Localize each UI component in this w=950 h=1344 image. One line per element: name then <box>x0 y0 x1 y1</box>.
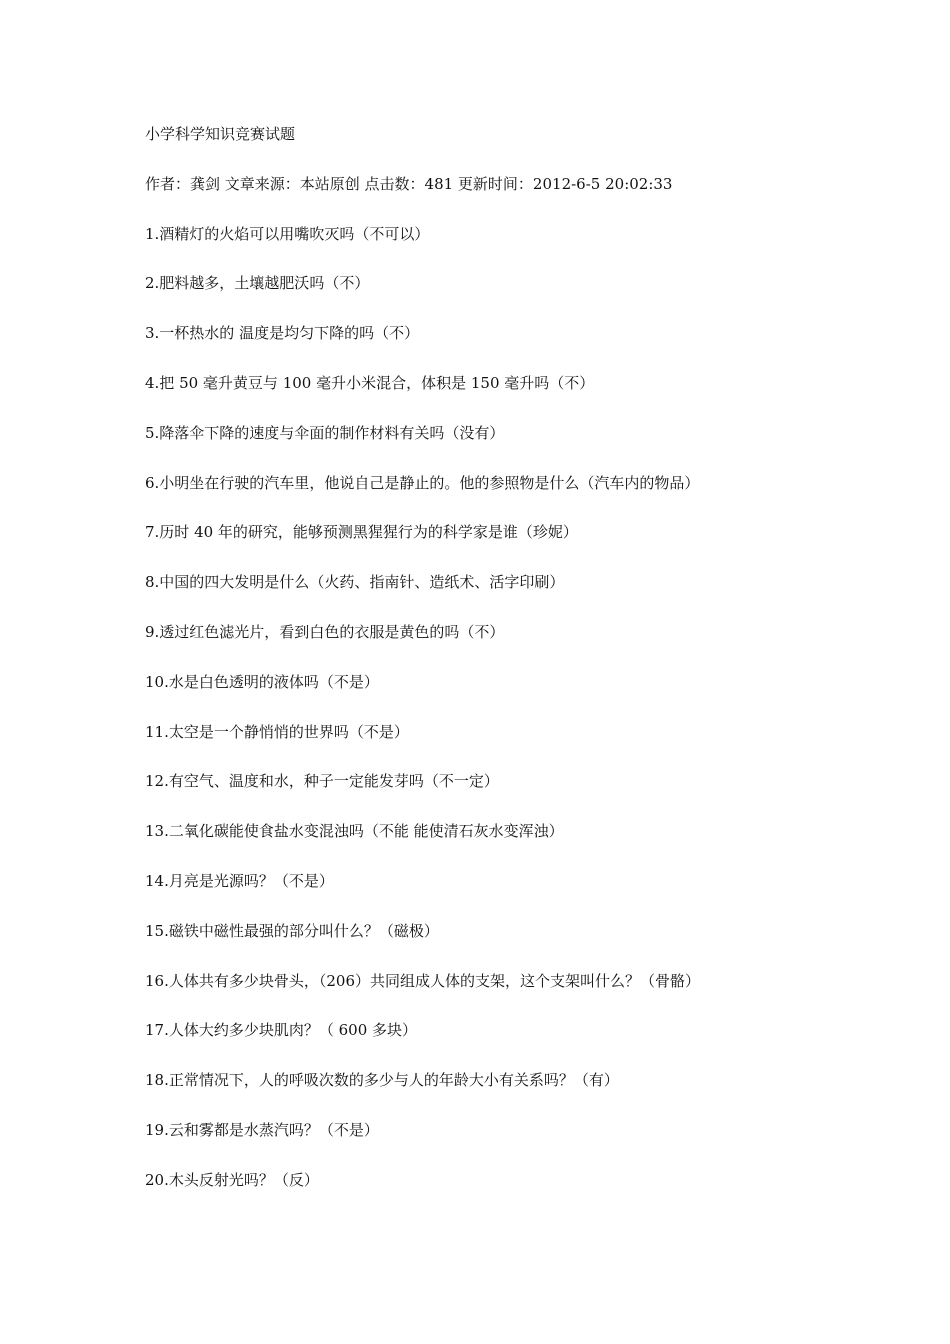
question-8: 8.中国的四大发明是什么（火药、指南针、造纸术、活字印刷） <box>145 573 565 592</box>
question-15: 15.磁铁中磁性最强的部分叫什么？（磁极） <box>145 921 439 940</box>
document-page <box>145 124 865 1220</box>
question-12: 12.有空气、温度和水，种子一定能发芽吗（不一定） <box>145 772 499 791</box>
question-11: 11.太空是一个静悄悄的世界吗（不是） <box>145 722 409 741</box>
question-17: 17.人体大约多少块肌肉？（ 600 多块） <box>145 1021 418 1040</box>
question-4: 4.把 50 毫升黄豆与 100 毫升小米混合，体积是 150 毫升吗（不） <box>145 373 595 392</box>
question-6: 6.小明坐在行驶的汽车里，他说自己是静止的。他的参照物是什么（汽车内的物品） <box>145 473 700 492</box>
question-9: 9.透过红色滤光片，看到白色的衣服是黄色的吗（不） <box>145 622 505 641</box>
question-18: 18.正常情况下，人的呼吸次数的多少与人的年龄大小有关系吗？（有） <box>145 1071 619 1090</box>
question-19: 19.云和雾都是水蒸汽吗？（不是） <box>145 1120 379 1139</box>
question-2: 2.肥料越多，土壤越肥沃吗（不） <box>145 274 370 293</box>
question-1: 1.酒精灯的火焰可以用嘴吹灭吗（不可以） <box>145 224 430 243</box>
question-20: 20.木头反射光吗？（反） <box>145 1170 319 1189</box>
question-7: 7.历时 40 年的研究，能够预测黑猩猩行为的科学家是谁（珍妮） <box>145 523 578 542</box>
question-5: 5.降落伞下降的速度与伞面的制作材料有关吗（没有） <box>145 423 505 442</box>
question-10: 10.水是白色透明的液体吗（不是） <box>145 672 379 691</box>
document-meta: 作者：龚剑 文章来源：本站原创 点击数：481 更新时间：2012-6-5 20:02:33 <box>145 174 673 193</box>
question-14: 14.月亮是光源吗？（不是） <box>145 871 334 890</box>
question-13: 13.二氧化碳能使食盐水变混浊吗（不能 能使清石灰水变浑浊） <box>145 822 564 841</box>
document-title: 小学科学知识竞赛试题 <box>145 125 296 143</box>
question-16: 16.人体共有多少块骨头，（206）共同组成人体的支架，这个支架叫什么？（骨骼） <box>145 971 700 990</box>
question-3: 3.一杯热水的 温度是均匀下降的吗（不） <box>145 324 420 343</box>
